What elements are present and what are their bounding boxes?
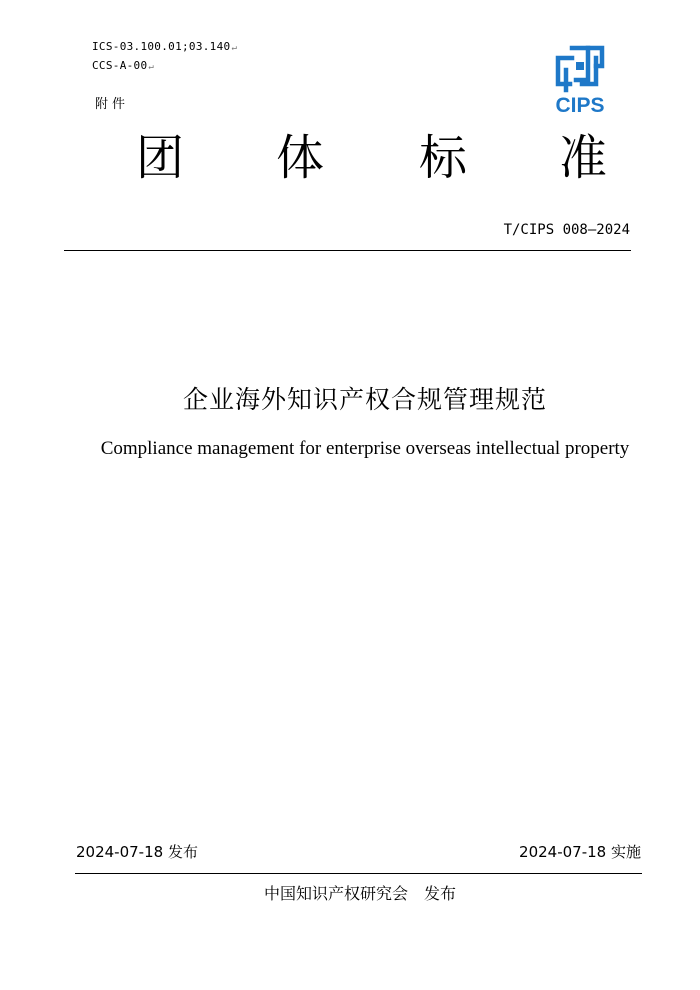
ics-code-text: ICS-03.100.01;03.140: [92, 40, 231, 53]
cips-logo: [552, 44, 608, 116]
divider-bottom: [75, 873, 642, 874]
standard-number: T/CIPS 008—2024: [503, 222, 630, 238]
publish-date: 2024-07-18 发布: [76, 843, 198, 861]
publisher: 中国知识产权研究会 发布: [263, 884, 456, 903]
implement-date: 2024-07-18 实施: [519, 843, 641, 861]
cips-logo-icon: [552, 44, 608, 116]
title-english: Compliance management for enterprise overseas intellectual property: [100, 438, 630, 459]
attachment-label: 附件: [95, 97, 130, 112]
title-chinese: 企业海外知识产权合规管理规范: [182, 385, 547, 414]
return-mark-icon: ↵: [231, 43, 238, 53]
divider-top: [64, 250, 631, 251]
category-char: 标: [418, 130, 467, 186]
category-char: 体: [275, 130, 324, 186]
return-mark-icon: ↵: [148, 62, 155, 72]
logo-text: CIPS: [555, 94, 605, 116]
ccs-code-text: CCS-A-00: [92, 59, 148, 72]
ccs-code: [92, 59, 154, 72]
category-char: 准: [558, 130, 607, 186]
ics-code: [92, 40, 237, 53]
category-char: 团: [135, 130, 184, 186]
